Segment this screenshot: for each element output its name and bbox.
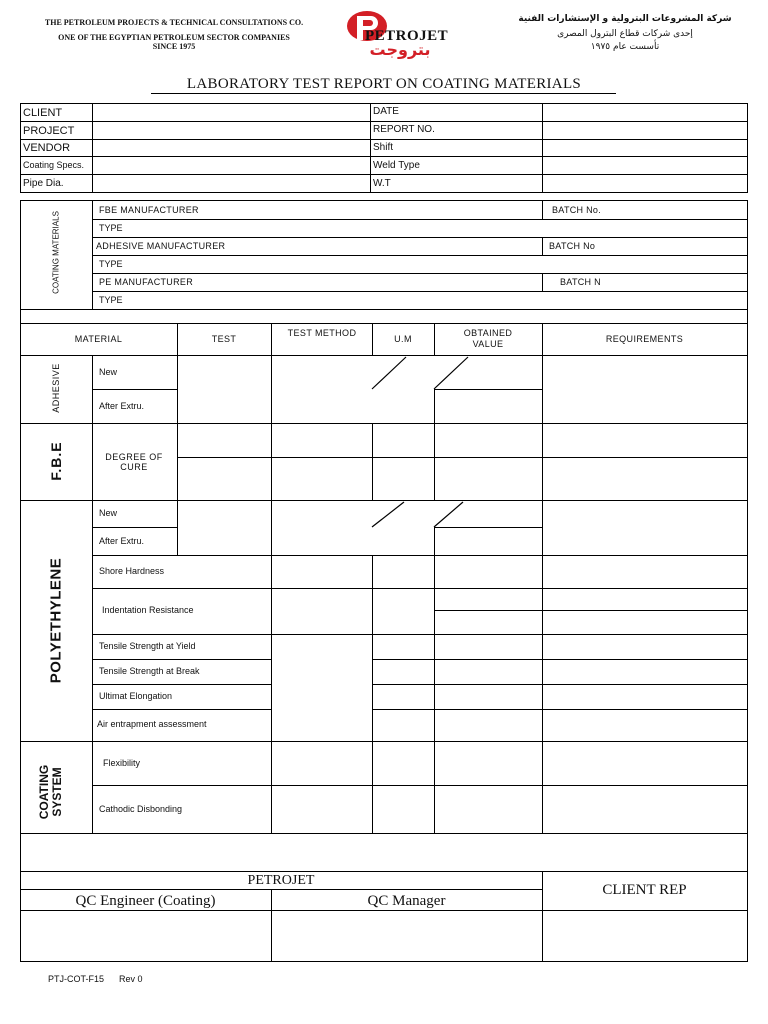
pe-batch-label: BATCH N: [560, 277, 601, 287]
shift-label: Shift: [373, 142, 394, 153]
pe-manufacturer-label: PE MANUFACTURER: [99, 277, 194, 287]
company-name-en: THE PETROLEUM PROJECTS & TECHNICAL CONSULTATIONS CO.: [44, 18, 304, 27]
vendor-label: VENDOR: [23, 142, 71, 154]
shore-hardness-label: Shore Hardness: [99, 566, 165, 576]
pipe-dia-label: Pipe Dia.: [23, 178, 64, 189]
fbe-manufacturer-label: FBE MANUFACTURER: [99, 205, 199, 215]
col-test-header: TEST: [211, 334, 237, 344]
tensile-break-label: Tensile Strength at Break: [99, 666, 200, 676]
logo-text-ar: بتروجت: [369, 40, 431, 59]
form-revision: Rev 0: [119, 974, 143, 984]
client-rep-label: CLIENT REP: [602, 882, 687, 898]
coating-materials-group-label: COATING MATERIALS: [51, 211, 61, 294]
adhesive-type-label: TYPE: [99, 259, 123, 269]
client-label: CLIENT: [23, 107, 63, 119]
col-um-header: U.M: [394, 334, 412, 344]
company-affiliation-en: ONE OF THE EGYPTIAN PETROLEUM SECTOR COMPANIES: [58, 33, 290, 42]
col-method-header: TEST METHOD: [287, 328, 357, 338]
cathodic-disbonding-label: Cathodic Disbonding: [99, 804, 183, 814]
indentation-resistance-label: Indentation Resistance: [102, 605, 194, 615]
report-no-label: REPORT NO.: [373, 124, 435, 135]
wt-label: W.T: [373, 178, 391, 189]
company-since-en: SINCE 1975: [152, 42, 196, 51]
air-entrapment-label: Air entrapment assessment: [97, 719, 207, 729]
col-material-header: MATERIAL: [74, 334, 123, 344]
adhesive-new-label: New: [99, 367, 118, 377]
project-label: PROJECT: [23, 125, 75, 137]
pe-type-label: TYPE: [99, 295, 123, 305]
petrojet-signature-header: PETROJET: [247, 873, 315, 888]
col-requirements-header: REQUIREMENTS: [605, 334, 684, 344]
coating-specs-label: Coating Specs.: [23, 160, 85, 170]
degree-of-cure-label: DEGREE OF CURE: [105, 452, 163, 472]
tensile-yield-label: Tensile Strength at Yield: [99, 641, 196, 651]
coating-system-category-label: COATING SYSTEM: [37, 764, 64, 820]
company-name-ar: شركة المشروعات البترولية و الإستشارات الفنية: [518, 14, 732, 24]
weld-type-label: Weld Type: [373, 160, 420, 171]
fbe-type-label: TYPE: [99, 223, 123, 233]
qc-engineer-signature-box[interactable]: [21, 911, 271, 961]
company-affiliation-ar: إحدى شركات قطاع البترول المصرى: [557, 29, 693, 39]
adhesive-after-extru-label: After Extru.: [99, 401, 145, 411]
report-title: LABORATORY TEST REPORT ON COATING MATERIALS: [186, 76, 582, 92]
adhesive-batch-label: BATCH No: [549, 241, 596, 251]
qc-manager-label: QC Manager: [367, 893, 446, 909]
qc-manager-signature-box[interactable]: [272, 911, 542, 961]
logo-text-en: PETROJET: [365, 28, 449, 44]
client-rep-signature-box[interactable]: [543, 911, 747, 961]
pe-new-label: New: [99, 508, 118, 518]
flexibility-label: Flexibility: [103, 758, 141, 768]
qc-engineer-label: QC Engineer (Coating): [75, 893, 216, 909]
company-since-ar: تأسست عام ١٩٧٥: [590, 42, 660, 52]
fbe-category-label: F.B.E: [48, 441, 64, 481]
col-obtained-header: OBTAINED VALUE: [463, 328, 513, 349]
form-code: PTJ-COT-F15: [48, 974, 105, 984]
polyethylene-category-label: POLYETHYLENE: [47, 557, 65, 684]
ultimat-elongation-label: Ultimat Elongation: [99, 691, 173, 701]
pe-after-extru-label: After Extru.: [99, 536, 145, 546]
date-label: DATE: [373, 106, 399, 117]
adhesive-manufacturer-label: ADHESIVE MANUFACTURER: [96, 241, 226, 251]
adhesive-category-label: ADHESIVE: [51, 363, 61, 413]
fbe-batch-label: BATCH No.: [552, 205, 602, 215]
